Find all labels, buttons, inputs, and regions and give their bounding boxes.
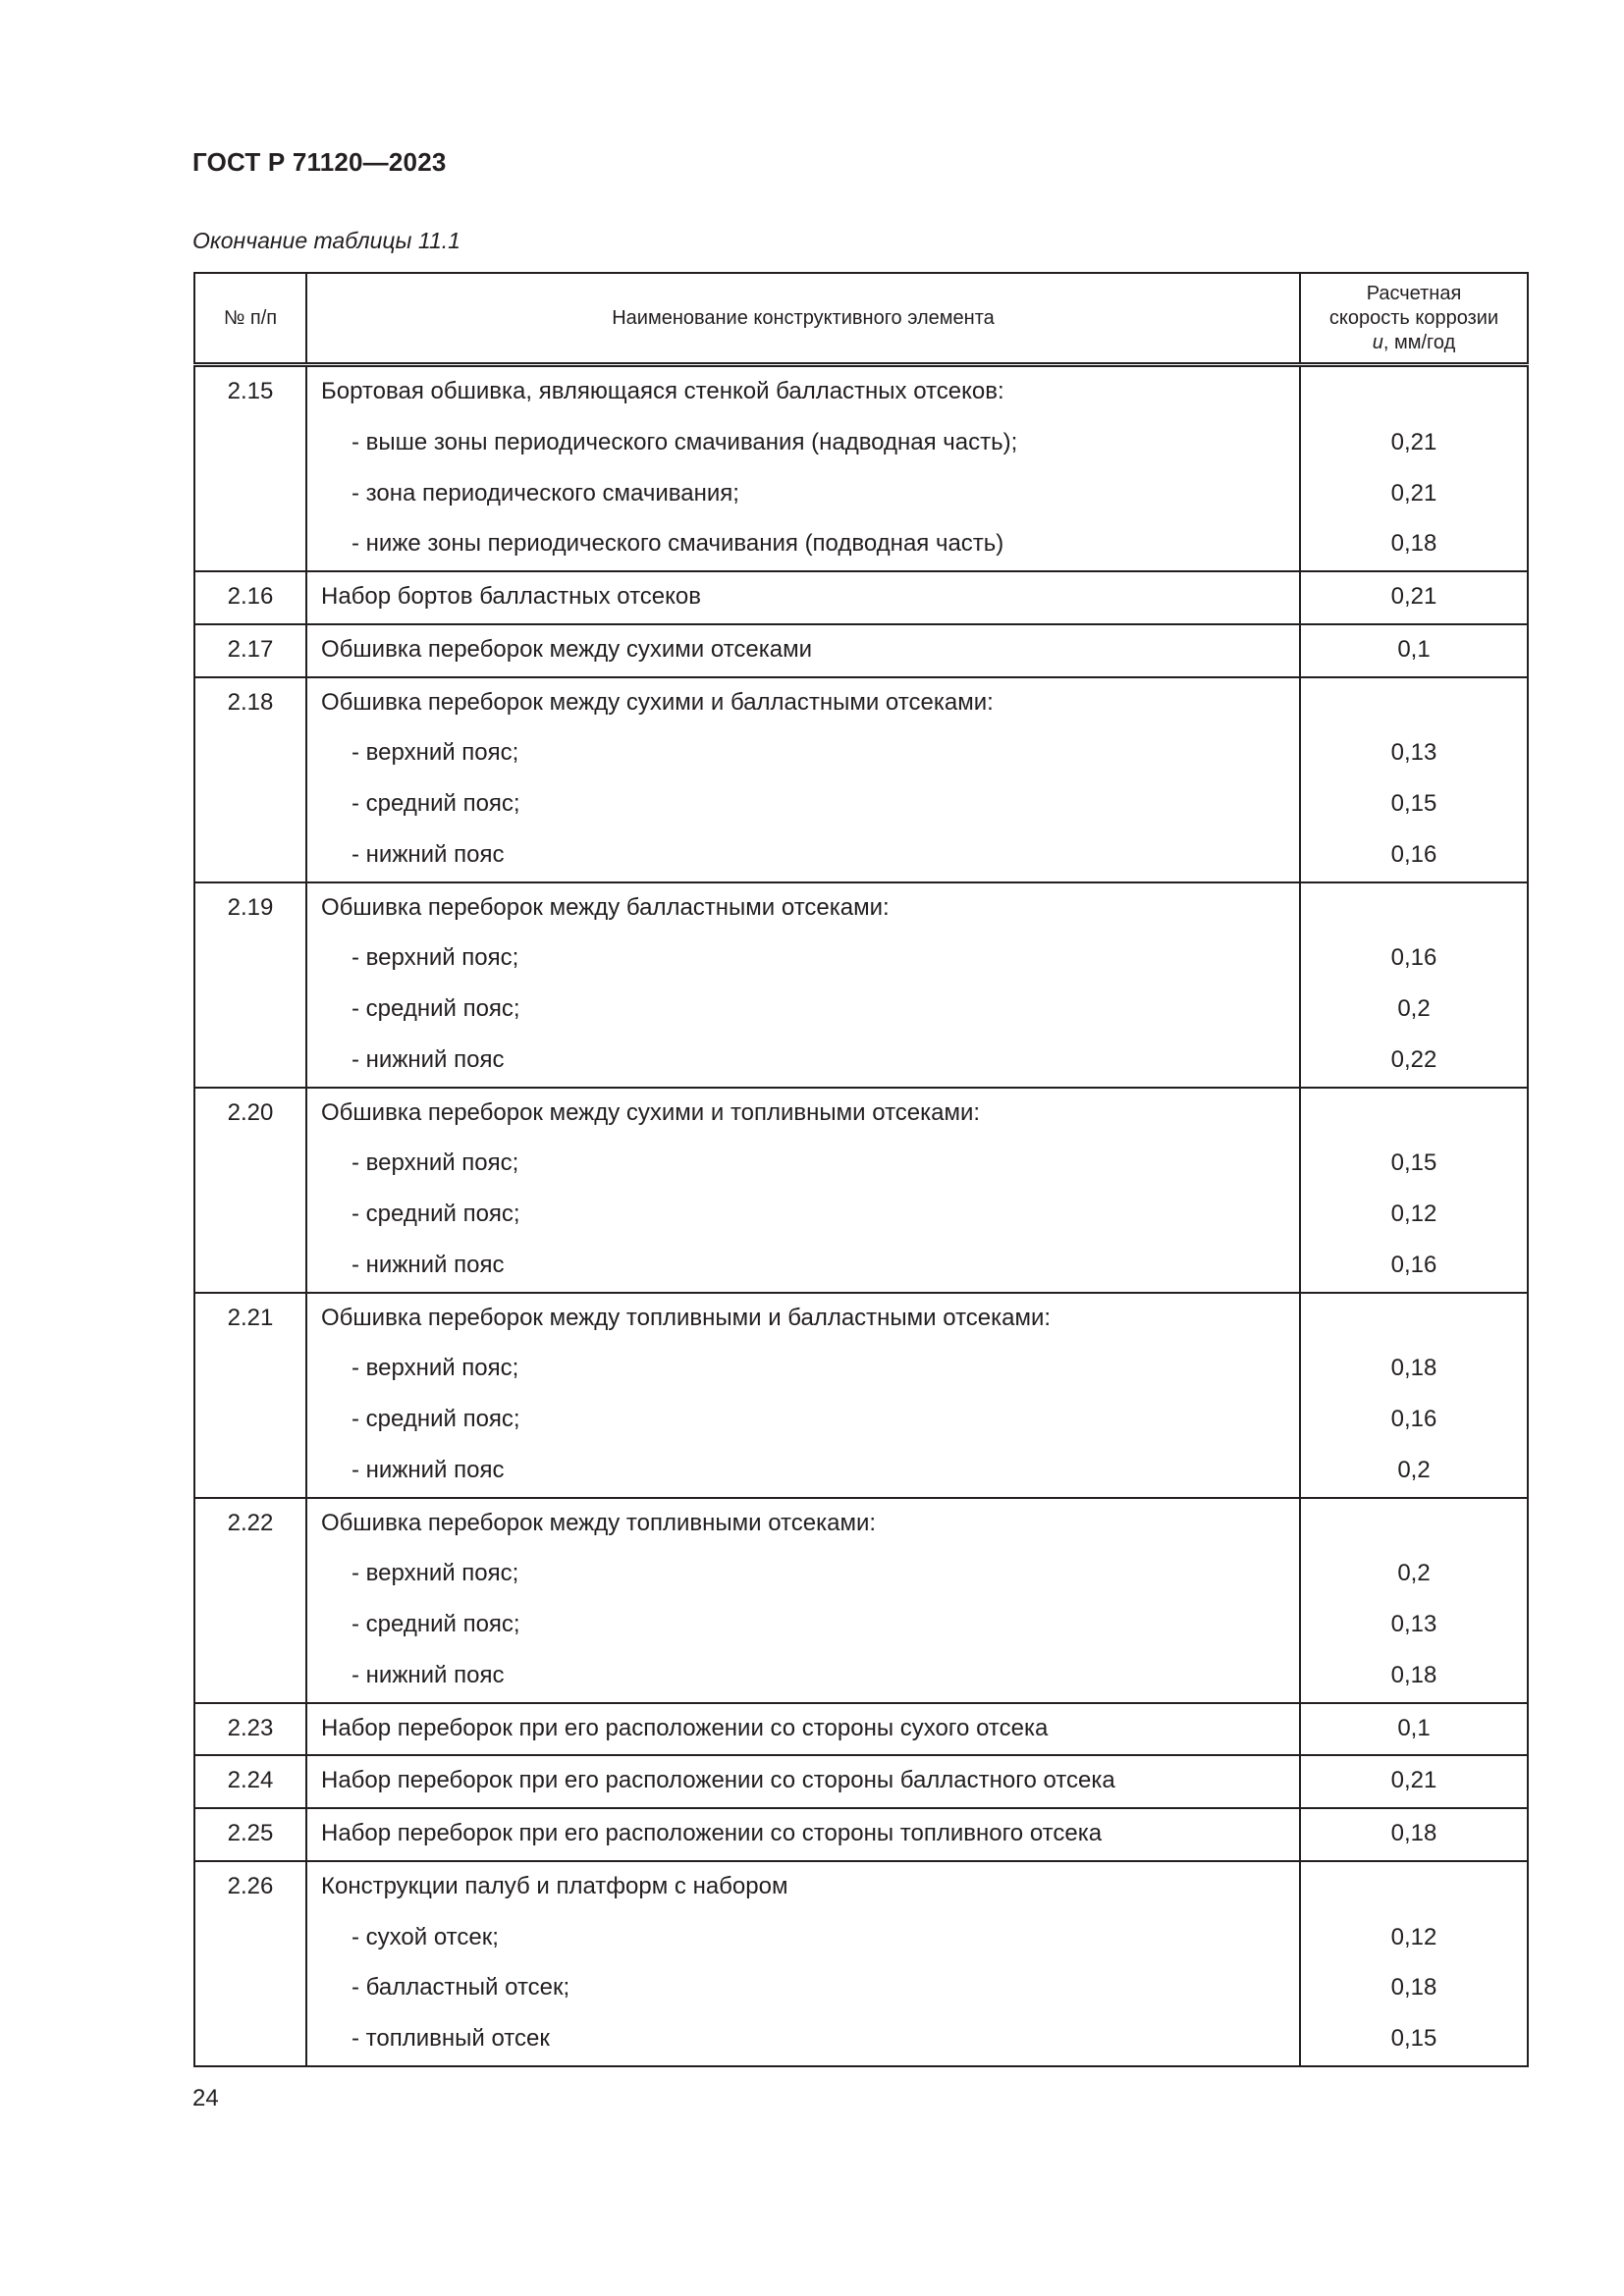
sub-item-label: - верхний пояс; — [352, 1355, 519, 1382]
table-row — [194, 1293, 1528, 1498]
table-row — [194, 1861, 1528, 2066]
sub-item-label: - зона периодического смачивания; — [352, 479, 739, 507]
corrosion-rate-value — [1301, 678, 1527, 729]
row-number-cell — [194, 1498, 306, 1703]
sub-item-value: 0,16 — [1390, 1251, 1437, 1278]
corrosion-rate-cell — [1300, 571, 1528, 624]
table-row-group — [194, 1498, 1528, 1703]
row-number: 2.15 — [227, 378, 274, 404]
corrosion-rate-value: 0,18 — [1390, 1820, 1437, 1846]
table-row-group — [194, 1755, 1528, 1808]
element-name-cell — [306, 1755, 1300, 1808]
table-row — [194, 1498, 1528, 1703]
row-number: 2.16 — [227, 583, 274, 610]
element-name-cell — [306, 1293, 1300, 1498]
row-number: 2.19 — [227, 893, 274, 921]
row-number: 2.26 — [227, 1872, 274, 1899]
row-number: 2.22 — [227, 1509, 274, 1536]
sub-item-label: - средний пояс; — [352, 995, 520, 1022]
sub-item-value: 0,12 — [1390, 1201, 1437, 1227]
row-number-cell — [194, 624, 306, 677]
row-number-cell — [194, 1703, 306, 1756]
corrosion-rate-value — [1301, 1089, 1527, 1140]
element-name-cell — [306, 1703, 1300, 1756]
element-name: Обшивка переборок между топливными отсеками: — [321, 1509, 877, 1536]
sub-item-label: - средний пояс; — [352, 1406, 520, 1432]
element-name: Набор переборок при его расположении со стороны топливного отсека — [321, 1820, 1103, 1846]
table-row — [194, 571, 1528, 624]
row-number-cell — [194, 882, 306, 1088]
sub-item-value: 0,15 — [1390, 790, 1437, 817]
sub-item-label: - топливный отсек — [352, 2025, 550, 2052]
corrosion-rate-cell — [1300, 1808, 1528, 1861]
element-name-cell — [306, 882, 1300, 1088]
sub-item-label: - средний пояс; — [352, 1201, 520, 1227]
corrosion-rate-cell — [1300, 1293, 1528, 1498]
corrosion-rate-cell — [1300, 624, 1528, 677]
corrosion-rate-value — [1301, 1862, 1527, 1913]
sub-item-label: - нижний пояс — [352, 1251, 505, 1278]
sub-item-value: 0,2 — [1397, 995, 1431, 1022]
sub-item-label: - ниже зоны периодического смачивания (подводная часть) — [352, 530, 1004, 558]
header-rate — [1300, 273, 1528, 365]
header-rate-unit: , мм/год — [1382, 331, 1456, 353]
sub-item-label: - верхний пояс; — [352, 944, 519, 972]
corrosion-rate-cell — [1300, 1861, 1528, 2066]
table-row-group — [194, 624, 1528, 677]
sub-item-label: - средний пояс; — [352, 790, 520, 817]
corrosion-rate-cell — [1300, 365, 1528, 572]
sub-item-value: 0,21 — [1390, 428, 1437, 455]
sub-item-value: 0,21 — [1390, 479, 1437, 507]
sub-item-value: 0,13 — [1390, 739, 1437, 767]
sub-item-value: 0,18 — [1390, 1355, 1437, 1382]
document-title: ГОСТ Р 71120—2023 — [192, 147, 447, 177]
element-name-cell — [306, 677, 1300, 882]
corrosion-rate-cell — [1300, 1498, 1528, 1703]
sub-item-label: - верхний пояс; — [352, 1560, 519, 1587]
table-caption: Окончание таблицы 11.1 — [192, 228, 460, 253]
sub-item-value: 0,15 — [1390, 2025, 1437, 2052]
row-number: 2.17 — [227, 635, 274, 663]
header-rate-line3 — [1307, 331, 1521, 355]
row-number: 2.25 — [227, 1820, 274, 1846]
element-name: Бортовая обшивка, являющаяся стенкой балластных отсеков: — [321, 378, 1004, 404]
table-row-group — [194, 1088, 1528, 1293]
element-name-cell — [306, 1088, 1300, 1293]
row-number-cell — [194, 1861, 306, 2066]
corrosion-rate-value: 0,1 — [1397, 635, 1431, 663]
row-number: 2.24 — [227, 1767, 274, 1794]
corrosion-rate-value — [1301, 367, 1527, 418]
element-name-cell — [306, 1861, 1300, 2066]
row-number-cell — [194, 571, 306, 624]
row-number: 2.20 — [227, 1098, 274, 1126]
table-row — [194, 1755, 1528, 1808]
element-name: Обшивка переборок между сухими отсеками — [321, 635, 813, 663]
table-row — [194, 624, 1528, 677]
element-name: Набор бортов балластных отсеков — [321, 583, 702, 610]
corrosion-rate-cell — [1300, 882, 1528, 1088]
sub-item-label: - нижний пояс — [352, 840, 505, 868]
element-name: Набор переборок при его расположении со стороны сухого отсека — [321, 1714, 1049, 1741]
corrosion-rate-value: 0,21 — [1390, 583, 1437, 610]
table-row-group — [194, 1703, 1528, 1756]
sub-item-label: - балластный отсек; — [352, 1974, 570, 2002]
sub-item-value: 0,22 — [1390, 1045, 1437, 1073]
sub-item-value: 0,12 — [1390, 1923, 1437, 1950]
sub-item-label: - нижний пояс — [352, 1456, 505, 1483]
corrosion-rate-cell — [1300, 1755, 1528, 1808]
sub-item-label: - нижний пояс — [352, 1661, 505, 1688]
sub-item-value: 0,13 — [1390, 1611, 1437, 1637]
corrosion-rate-value: 0,21 — [1390, 1767, 1437, 1794]
corrosion-rate-value — [1301, 1294, 1527, 1345]
sub-item-label: - нижний пояс — [352, 1045, 505, 1073]
element-name-cell — [306, 365, 1300, 572]
element-name: Обшивка переборок между сухими и балластными отсеками: — [321, 688, 994, 716]
sub-item-value: 0,18 — [1390, 1661, 1437, 1688]
table-row-group — [194, 677, 1528, 882]
element-name-cell — [306, 571, 1300, 624]
table-row — [194, 1088, 1528, 1293]
table-header-row — [194, 273, 1528, 365]
page-number: 24 — [192, 2085, 219, 2111]
row-number-cell — [194, 365, 306, 572]
element-name: Обшивка переборок между балластными отсеками: — [321, 893, 890, 921]
row-number: 2.23 — [227, 1714, 274, 1741]
table-row — [194, 677, 1528, 882]
table-row-group — [194, 365, 1528, 572]
table-row-group — [194, 1808, 1528, 1861]
corrosion-rate-cell — [1300, 1703, 1528, 1756]
element-name: Обшивка переборок между топливными и балластными отсеками: — [321, 1304, 1052, 1331]
header-rate-symbol: u — [1372, 331, 1383, 353]
element-name-cell — [306, 1498, 1300, 1703]
row-number-cell — [194, 1088, 306, 1293]
element-name: Набор переборок при его расположении со стороны балластного отсека — [321, 1767, 1115, 1794]
sub-item-label: - верхний пояс; — [352, 739, 519, 767]
header-num: № п/п — [194, 273, 306, 365]
row-number-cell — [194, 1755, 306, 1808]
sub-item-value: 0,2 — [1397, 1560, 1431, 1587]
table-row — [194, 365, 1528, 572]
row-number-cell — [194, 677, 306, 882]
corrosion-rate-value — [1301, 1499, 1527, 1550]
header-rate-line1: Расчетная — [1366, 282, 1462, 304]
table-row — [194, 1808, 1528, 1861]
corrosion-rate-value: 0,1 — [1397, 1714, 1431, 1741]
sub-item-value: 0,16 — [1390, 840, 1437, 868]
table-row-group — [194, 1861, 1528, 2066]
table-row — [194, 882, 1528, 1088]
sub-item-value: 0,16 — [1390, 1406, 1437, 1432]
element-name-cell — [306, 624, 1300, 677]
row-number-cell — [194, 1808, 306, 1861]
header-rate-line2: скорость коррозии — [1328, 306, 1499, 329]
sub-item-value: 0,18 — [1390, 530, 1437, 558]
corrosion-rate-cell — [1300, 677, 1528, 882]
row-number-cell — [194, 1293, 306, 1498]
table-row — [194, 1703, 1528, 1756]
table-row-group — [194, 882, 1528, 1088]
row-number: 2.18 — [227, 688, 274, 716]
table-row-group — [194, 571, 1528, 624]
element-name: Конструкции палуб и платформ с набором — [321, 1872, 788, 1899]
corrosion-rate-table — [193, 272, 1529, 2067]
sub-item-label: - средний пояс; — [352, 1611, 520, 1637]
sub-item-value: 0,16 — [1390, 944, 1437, 972]
corrosion-rate-cell — [1300, 1088, 1528, 1293]
element-name: Обшивка переборок между сухими и топливными отсеками: — [321, 1098, 981, 1126]
sub-item-label: - сухой отсек; — [352, 1923, 499, 1950]
corrosion-rate-value — [1301, 883, 1527, 934]
sub-item-value: 0,15 — [1390, 1149, 1437, 1177]
element-name-cell — [306, 1808, 1300, 1861]
sub-item-value: 0,18 — [1390, 1974, 1437, 2002]
table-row-group — [194, 1293, 1528, 1498]
sub-item-value: 0,2 — [1397, 1456, 1431, 1483]
header-name: Наименование конструктивного элемента — [306, 273, 1300, 365]
sub-item-label: - верхний пояс; — [352, 1149, 519, 1177]
row-number: 2.21 — [227, 1304, 274, 1331]
sub-item-label: - выше зоны периодического смачивания (надводная часть); — [352, 428, 1018, 455]
